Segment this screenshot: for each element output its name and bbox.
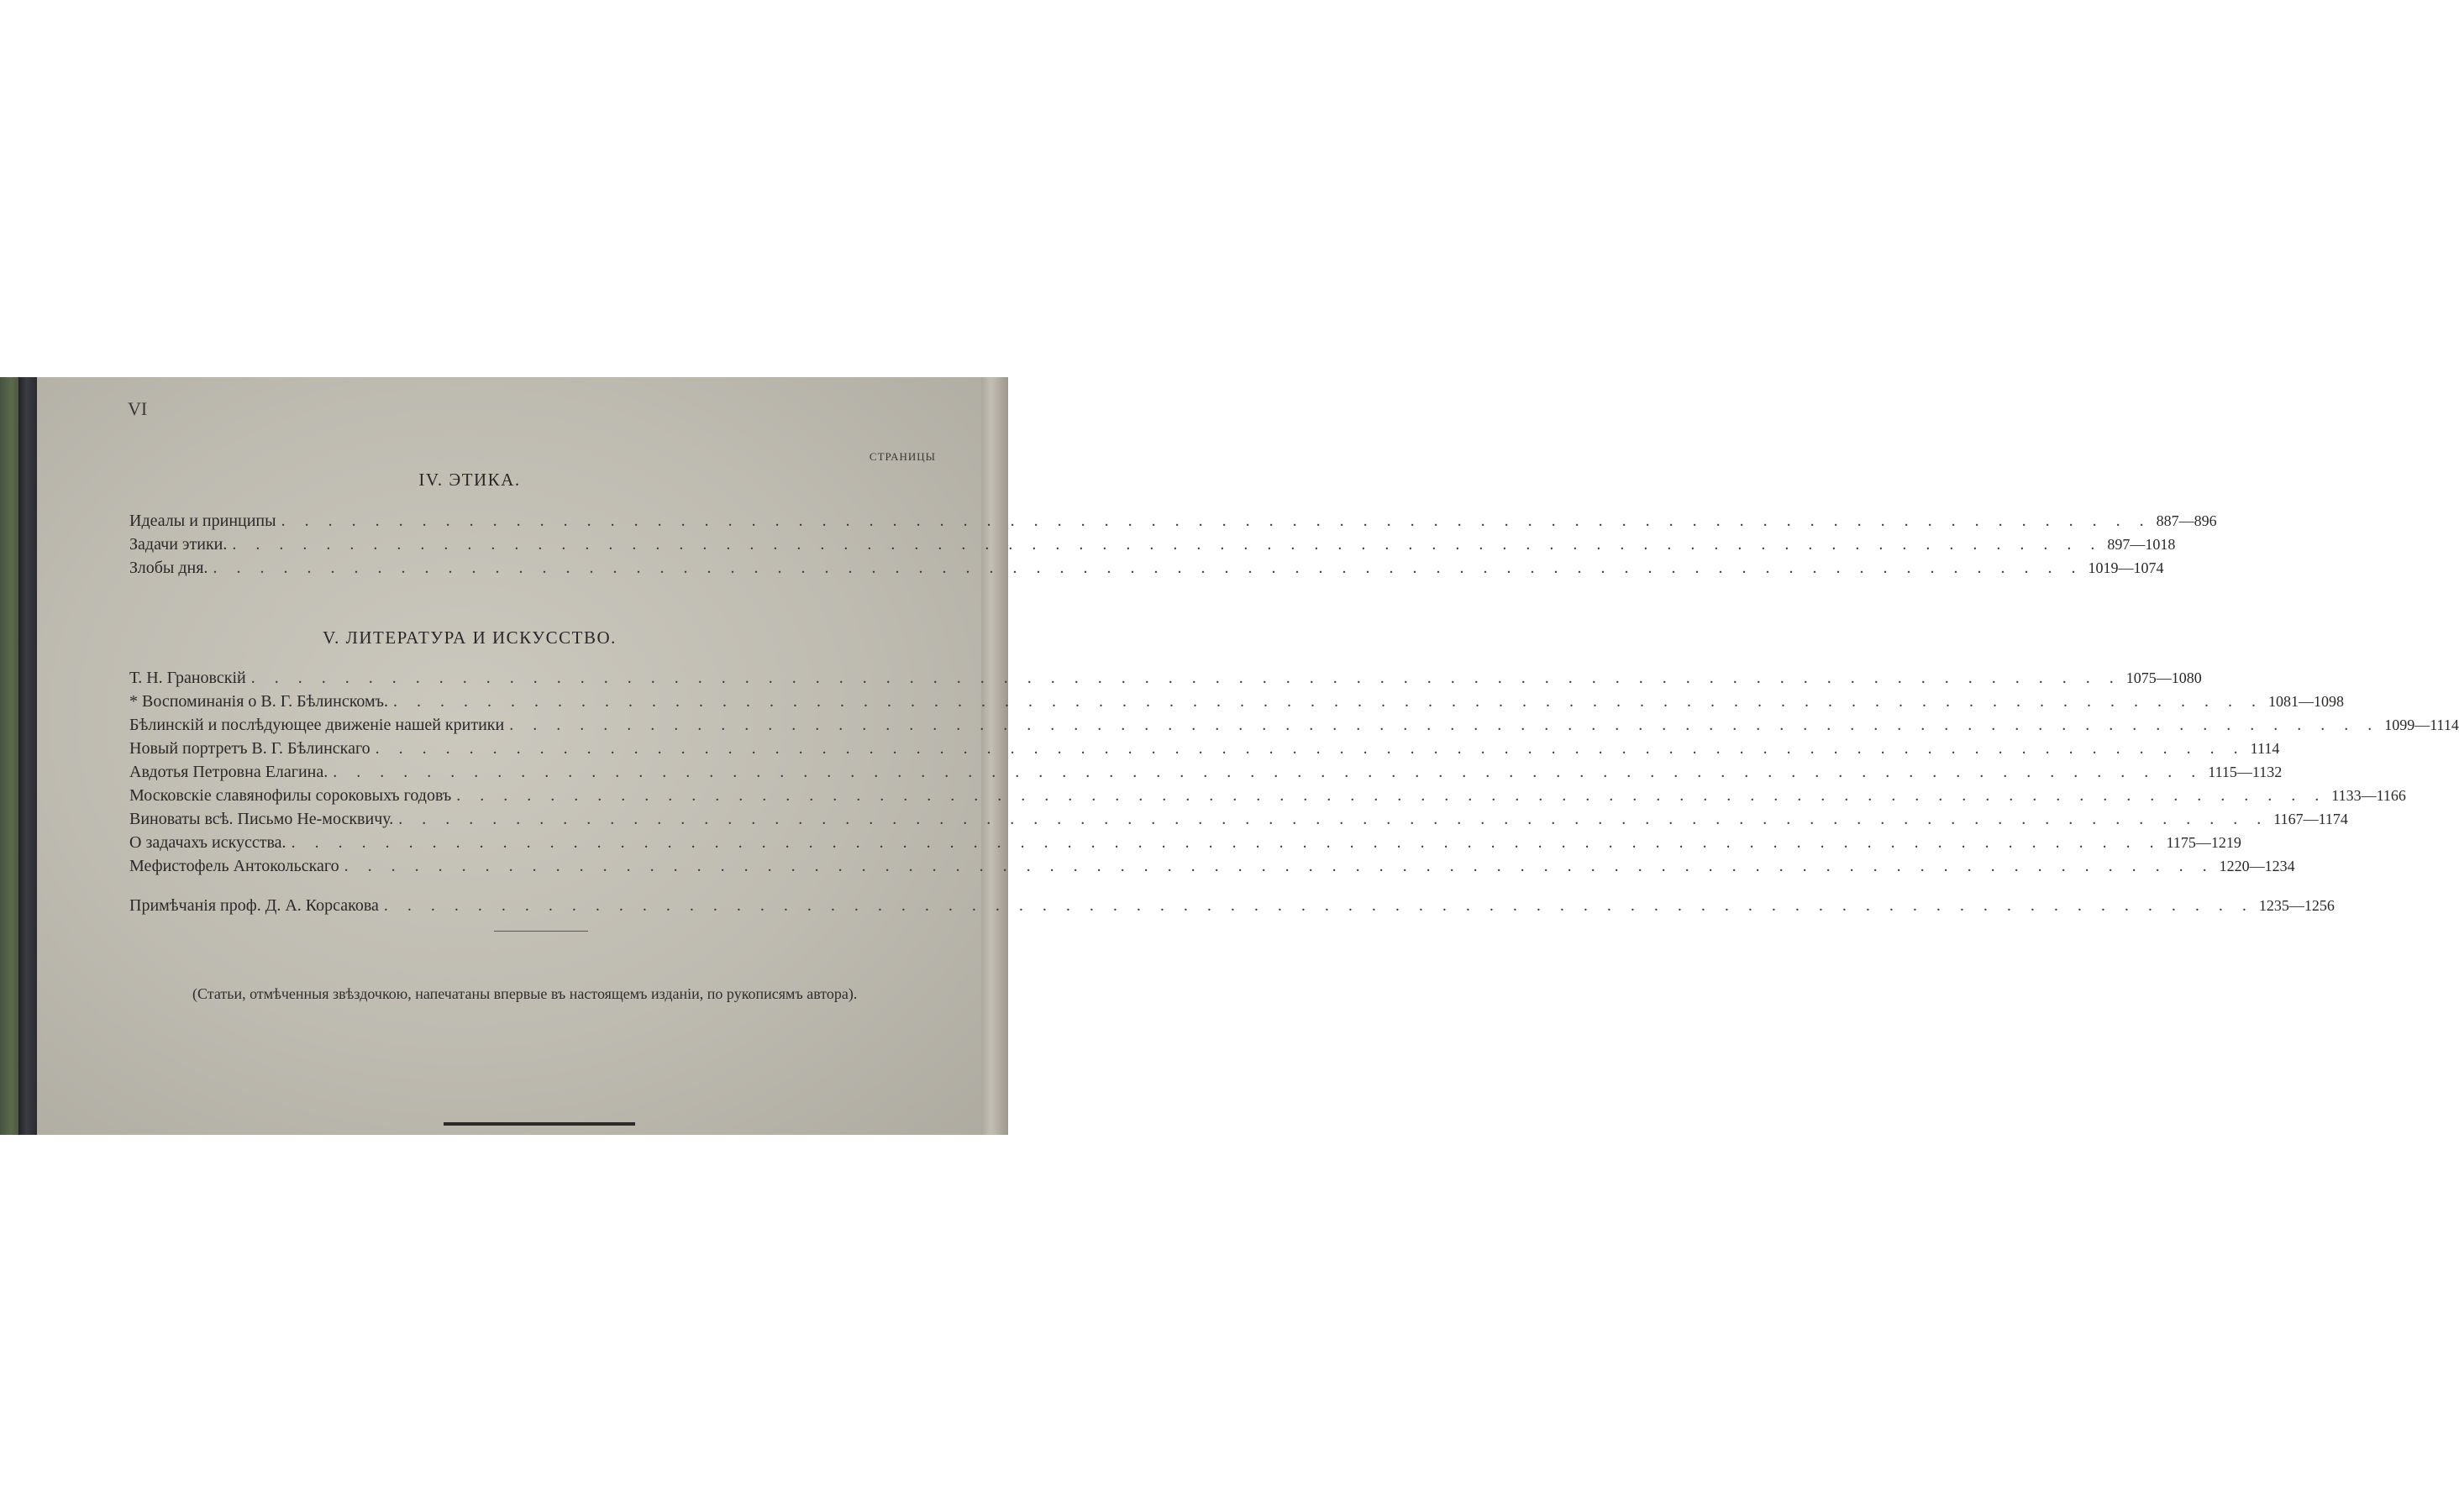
bottom-rule [444,1122,635,1126]
entry-title: Идеалы и принципы [129,512,276,530]
toc-entry [129,692,2345,716]
entry-pages: 1019—1074 [2088,559,2164,576]
entry-title: Задачи этики. [129,535,228,554]
entry-pages: 1081—1098 [2268,693,2345,710]
page-number: VI [128,398,148,419]
toc-entry [129,669,2202,692]
entry-title: Виноваты всѣ. Письмо Не-москвичу. [129,810,394,828]
dot-leader: . . . . . . . . . . . . . . . . . . . . . . . . . . . . . . . . . . . . . . . . . . . . . . . . . . . . . . . . . . . . . . . . . . . . . . . . . . . . . . . . [509,716,2380,734]
divider-rule [494,931,588,932]
toc-entry [129,786,2406,810]
entry-pages: 1114 [2250,740,2280,757]
dot-leader: . . . . . . . . . . . . . . . . . . . . . . . . . . . . . . . . . . . . . . . . . . . . . . . . . . . . . . . . . . . . . . . . . . . . . . . . . . . . . . . . [333,763,2204,781]
dot-leader: . . . . . . . . . . . . . . . . . . . . . . . . . . . . . . . . . . . . . . . . . . . . . . . . . . . . . . . . . . . . . . . . . . . . . . . . . . . . . . . . [375,739,2246,758]
entry-title: * Воспоминанія о В. Г. Бѣлинскомъ. [129,692,389,711]
entry-title: Московскіе славянофилы сороковыхъ годовъ [129,786,452,805]
entry-title: Авдотья Петровна Елагина. [129,763,328,781]
dot-leader: . . . . . . . . . . . . . . . . . . . . . . . . . . . . . . . . . . . . . . . . . . . . . . . . . . . . . . . . . . . . . . . . . . . . . . . . . . . . . . . . [232,535,2103,554]
dot-leader: . . . . . . . . . . . . . . . . . . . . . . . . . . . . . . . . . . . . . . . . . . . . . . . . . . . . . . . . . . . . . . . . . . . . . . . . . . . . . . . . [393,692,2264,711]
toc-entry [129,763,2283,786]
dot-leader: . . . . . . . . . . . . . . . . . . . . . . . . . . . . . . . . . . . . . . . . . . . . . . . . . . . . . . . . . . . . . . . . . . . . . . . . . . . . . . . . [344,857,2215,875]
dot-leader: . . . . . . . . . . . . . . . . . . . . . . . . . . . . . . . . . . . . . . . . . . . . . . . . . . . . . . . . . . . . . . . . . . . . . . . . . . . . . . . . [213,559,2083,577]
toc-entry [129,896,2335,920]
entry-title: О задачахъ искусства. [129,833,286,852]
entry-pages: 1133—1166 [2331,787,2406,804]
book-page [37,377,2459,1135]
dot-leader: . . . . . . . . . . . . . . . . . . . . . . . . . . . . . . . . . . . . . . . . . . . . . . . . . . . . . . . . . . . . . . . . . . . . . . . . . . . . . . . . [281,512,2152,530]
entry-pages: 1099—1114 [2384,717,2459,733]
toc-entry [129,739,2280,763]
section-title-literature: V. ЛИТЕРАТУРА И ИСКУССТВО. [323,627,617,648]
toc-entry [129,857,2295,880]
toc-entry [129,833,2241,857]
dot-leader: . . . . . . . . . . . . . . . . . . . . . . . . . . . . . . . . . . . . . . . . . . . . . . . . . . . . . . . . . . . . . . . . . . . . . . . . . . . . . . . . [250,669,2121,687]
book-photo [0,377,2459,1135]
toc-entry [129,810,2348,833]
entry-title: Мефистофель Антокольскаго [129,857,339,875]
toc-entry [129,559,2164,582]
entry-title: Злобы дня. [129,559,208,577]
section-title-ethics: IV. ЭТИКА. [418,470,521,490]
pages-column-header: СТРАНИЦЫ [869,450,936,463]
entry-pages: 1115—1132 [2208,764,2283,780]
entry-pages: 1167—1174 [2273,811,2348,827]
entry-pages: 1235—1256 [2258,897,2335,914]
section-ethics-entries [129,512,2217,582]
dot-leader: . . . . . . . . . . . . . . . . . . . . . . . . . . . . . . . . . . . . . . . . . . . . . . . . . . . . . . . . . . . . . . . . . . . . . . . . . . . . . . . . [383,896,2254,915]
section-literature-entries [129,669,2459,880]
dot-leader: . . . . . . . . . . . . . . . . . . . . . . . . . . . . . . . . . . . . . . . . . . . . . . . . . . . . . . . . . . . . . . . . . . . . . . . . . . . . . . . . [291,833,2162,852]
toc-entry [129,535,2176,559]
notes-entry-list [129,896,2335,920]
dot-leader: . . . . . . . . . . . . . . . . . . . . . . . . . . . . . . . . . . . . . . . . . . . . . . . . . . . . . . . . . . . . . . . . . . . . . . . . . . . . . . . . [456,786,2327,805]
entry-pages: 1220—1234 [2219,858,2295,874]
book-cover-edge [18,377,39,1135]
entry-title: Новый портретъ В. Г. Бѣлинскаго [129,739,370,758]
footnote: (Статьи, отмѣченныя звѣздочкою, напечатаны впервые въ настоящемъ изданіи, по рукописямъ автора). [192,985,858,1002]
entry-pages: 887—896 [2156,512,2217,529]
toc-entry [129,512,2217,535]
dot-leader: . . . . . . . . . . . . . . . . . . . . . . . . . . . . . . . . . . . . . . . . . . . . . . . . . . . . . . . . . . . . . . . . . . . . . . . . . . . . . . . . [398,810,2269,828]
entry-title: Т. Н. Грановскій [129,669,246,687]
entry-title: Бѣлинскій и послѣдующее движеніе нашей критики [129,716,505,734]
toc-entry [129,716,2459,739]
entry-pages: 897—1018 [2107,536,2176,553]
entry-pages: 1175—1219 [2166,834,2241,851]
entry-title: Примѣчанія проф. Д. А. Корсакова [129,896,379,915]
entry-pages: 1075—1080 [2125,669,2202,686]
